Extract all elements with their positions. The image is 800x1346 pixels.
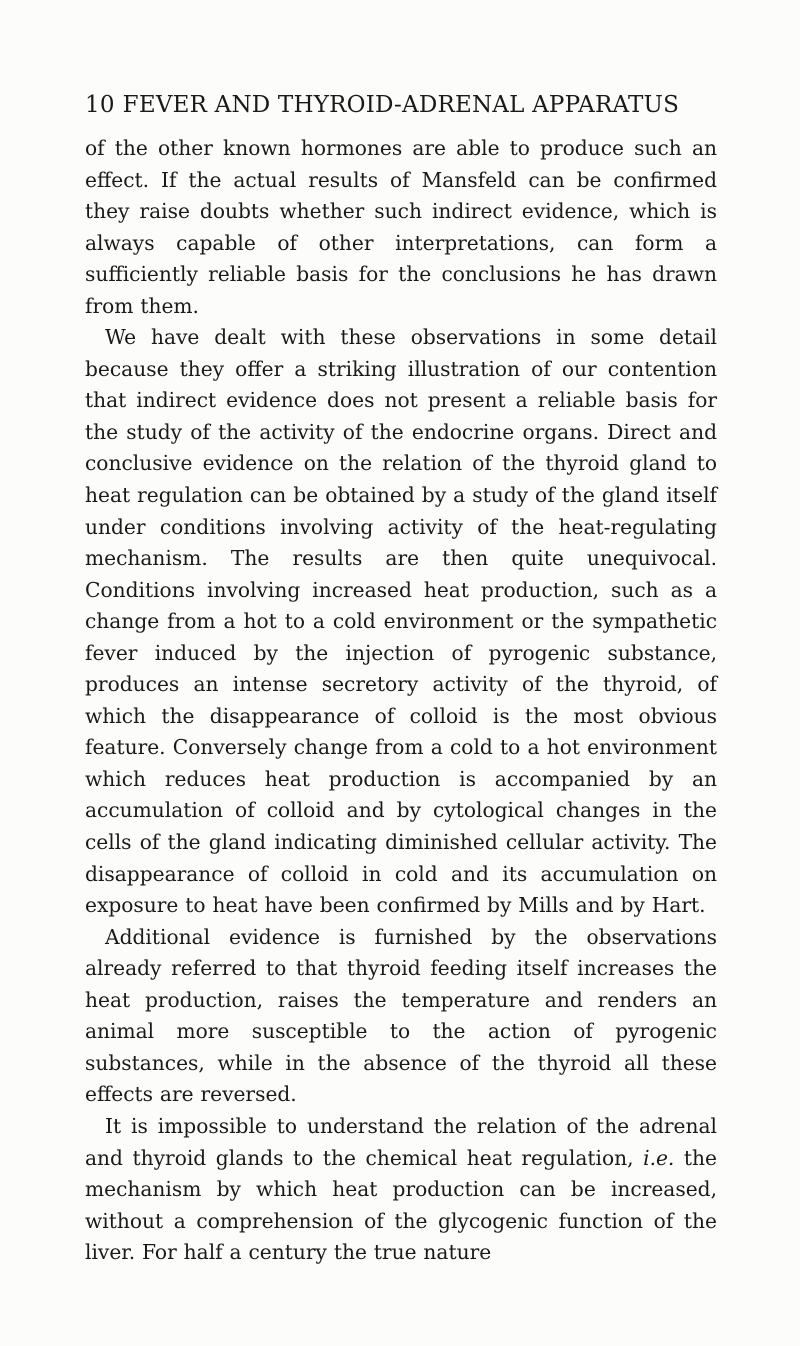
- paragraph-3: Additional evidence is furnished by the observations already referred to that thyroid feeding itself increases the heat production, raises the temperature and renders an animal more susceptible to the action of pyrogenic substances, while in the absence of the thyroid all these effects are reversed.: [85, 924, 717, 1107]
- paragraph-4-italic-ie: i.e.: [643, 1145, 675, 1170]
- paragraph-2: We have dealt with these observations in some detail because they offer a striking illustration of our contention that indirect evidence does not present a reliable basis for the study of the activity of the endocrine organs. Direct and conclusive evidence on the relation of the thyroid gland to heat regulation can be obtained by a study of the gland itself under conditions involving activity of the heat-regulating mechanism. The results are then quite unequivocal. Conditions involving increased heat production, such as a change from a hot to a cold environment or the sympathetic fever induced by the injection of pyrogenic substance, produces an intense secretory activity of the thyroid, of which the disappearance of colloid is the most obvious feature. Conversely change from a cold to a hot environment which reduces heat production is accompanied by an accumulation of colloid and by cytological changes in the cells of the gland indicating diminished cellular activity. The disappearance of colloid in cold and its accumulation on exposure to heat have been confirmed by Mills and by Hart.: [85, 325, 717, 918]
- paragraph-4: [85, 1111, 717, 1269]
- page-number: 10: [85, 92, 115, 118]
- running-head: [85, 91, 717, 119]
- paragraph-1: of the other known hormones are able to produce such an effect. If the actual results of Mansfeld can be confirmed they raise doubts whether such indirect evidence, which is always capable of other interpretations, can form a sufficiently reliable basis for the conclusions he has drawn from them.: [85, 136, 717, 318]
- paragraph-4-text-b: the mechanism by which heat production can be increased, without a comprehension of the glycogenic function of the liver. For half a century the true nature: [85, 1145, 717, 1265]
- book-page: [85, 91, 717, 1269]
- running-title: FEVER AND THYROID-ADRENAL APPARATUS: [122, 92, 680, 118]
- body-text: [85, 133, 717, 1269]
- paragraph-4-text-a: It is impossible to understand the relation of the adrenal and thyroid glands to the chemical heat regulation,: [85, 1113, 717, 1170]
